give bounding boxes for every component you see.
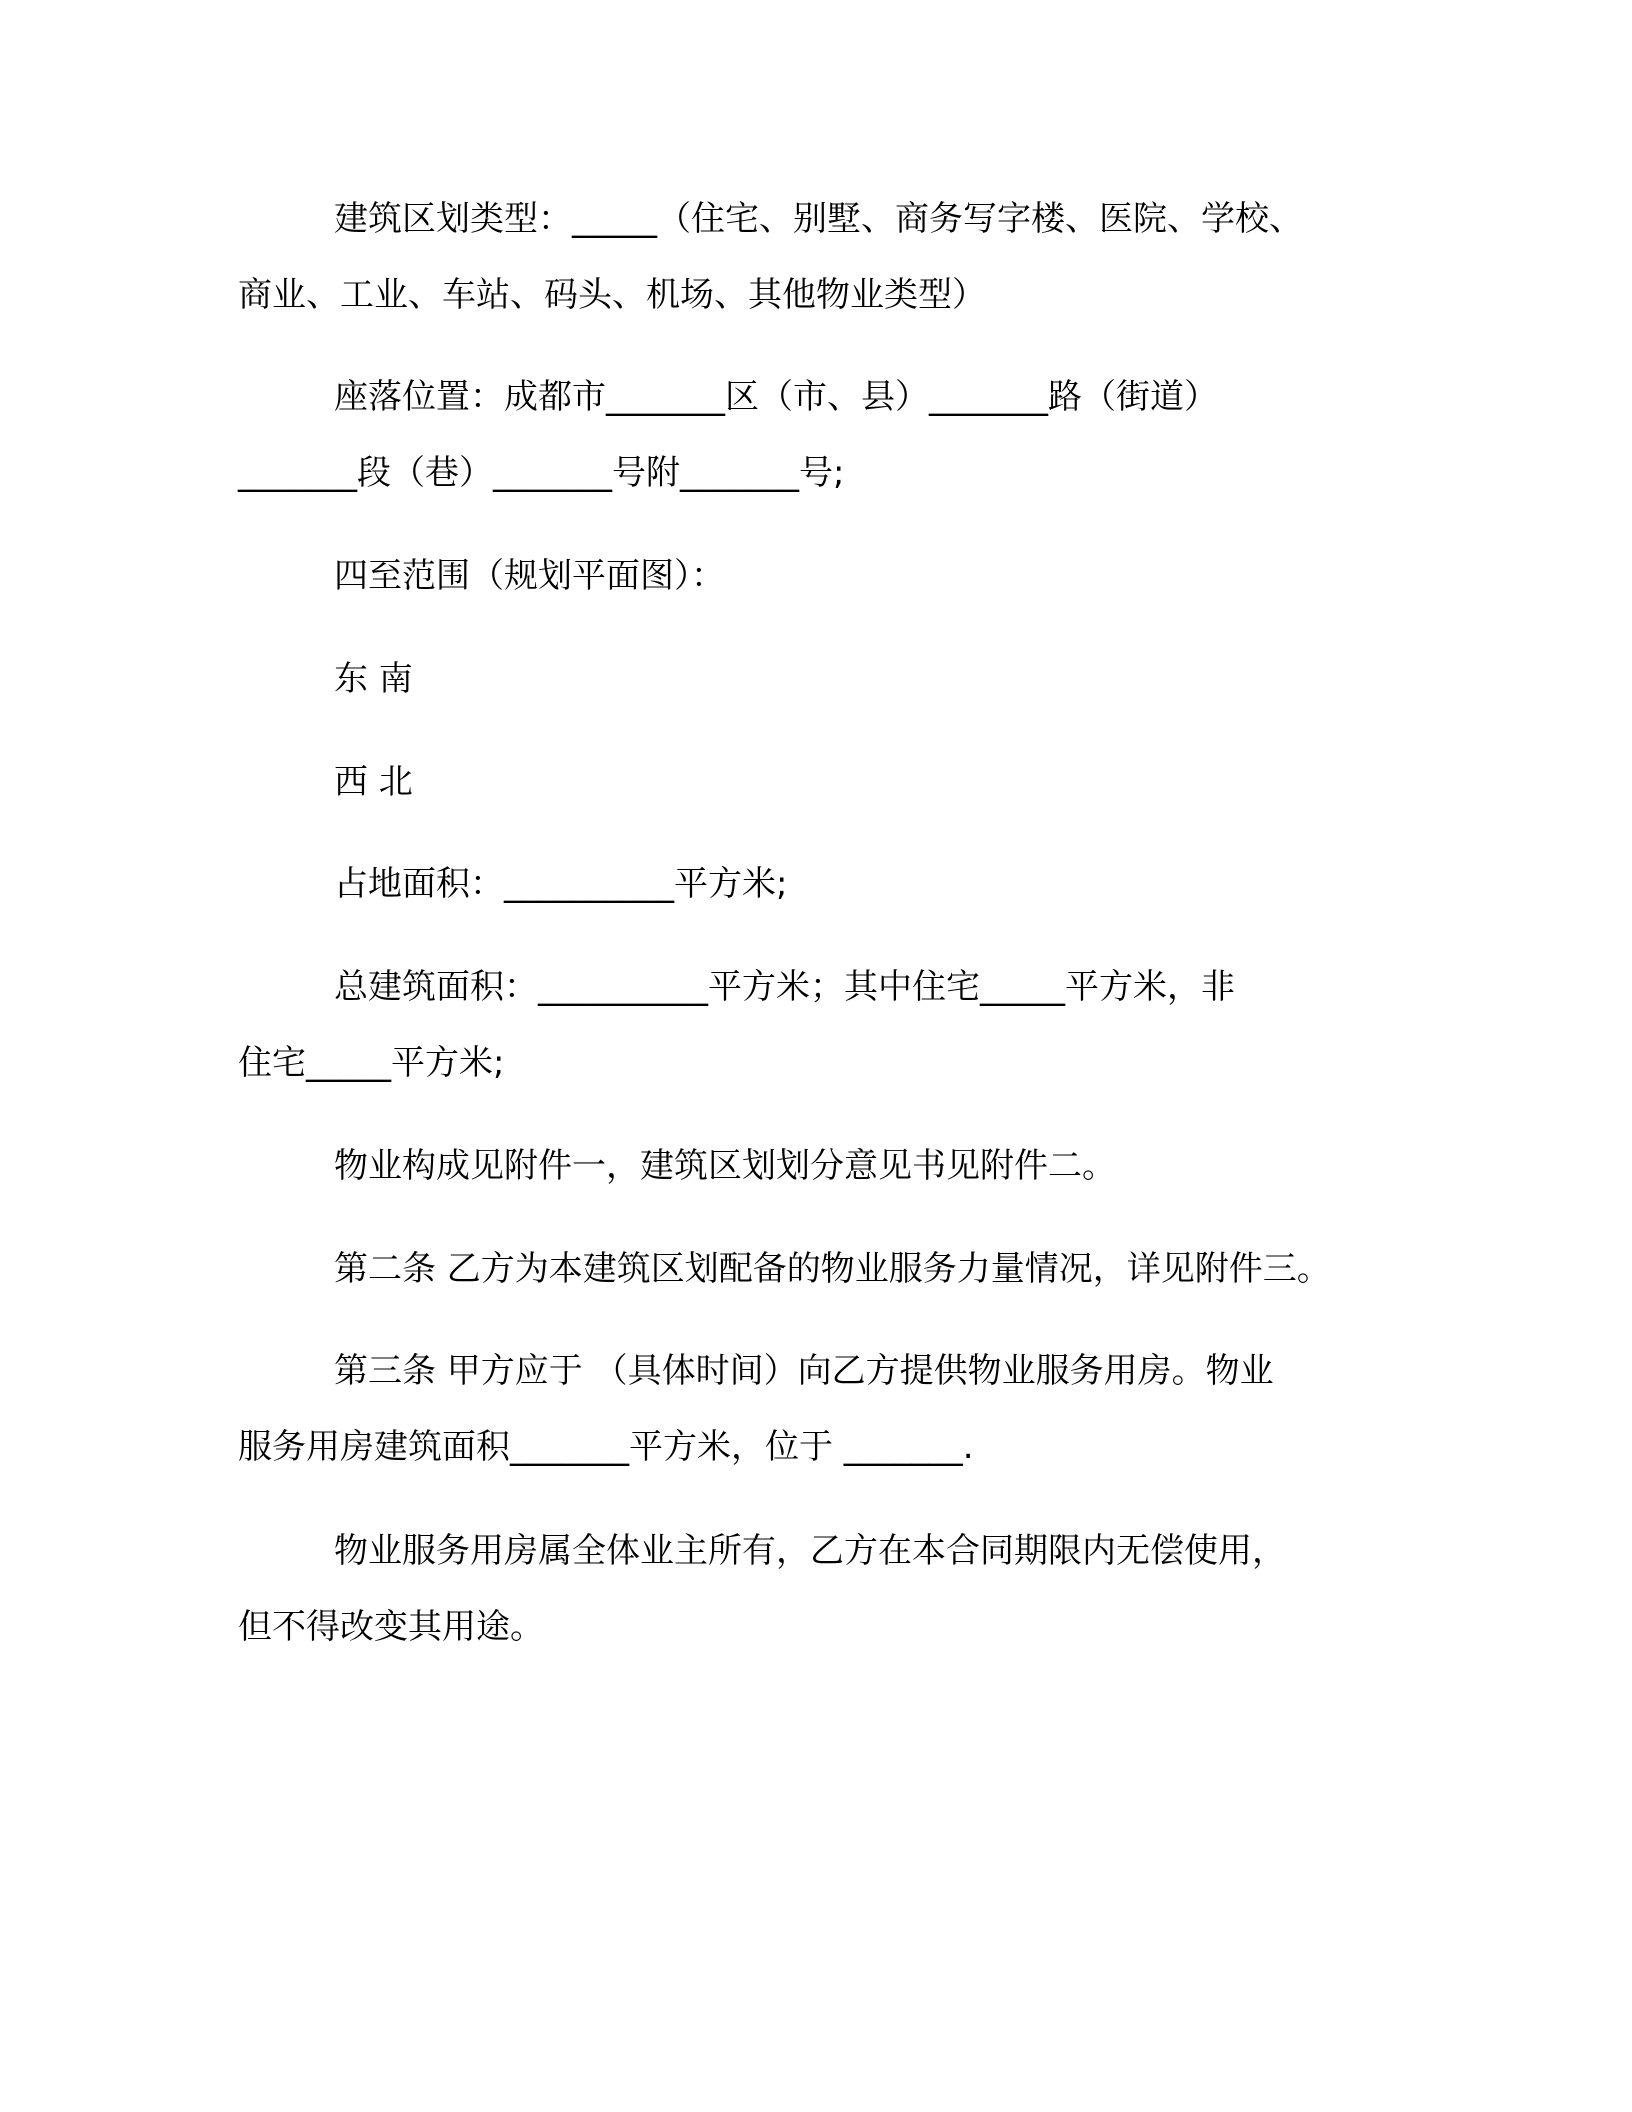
paragraph-line: 但不得改变其用途。 (238, 1607, 544, 1647)
paragraph-line: _______段（巷）_______号附_______号; (238, 453, 845, 493)
paragraph-line: 建筑区划类型：_____（住宅、别墅、商务写字楼、医院、学校、 (334, 199, 1303, 239)
paragraph-line: 服务用房建筑面积_______平方米，位于 _______. (238, 1427, 974, 1467)
paragraph-line: 四至范围（规划平面图）： (334, 556, 725, 596)
paragraph-line: 商业、工业、车站、码头、机场、其他物业类型） (238, 275, 986, 315)
paragraph-line: 第二条 乙方为本建筑区划配备的物业服务力量情况，详见附件三。 (334, 1249, 1331, 1289)
paragraph-line: 西 北 (334, 762, 413, 802)
paragraph-line: 住宅_____平方米; (238, 1043, 505, 1083)
paragraph-line: 座落位置：成都市_______区（市、县）_______路（街道） (334, 377, 1218, 417)
paragraph-line: 东 南 (334, 659, 413, 699)
paragraph-line: 物业服务用房属全体业主所有，乙方在本合同期限内无偿使用， (334, 1531, 1286, 1571)
paragraph-line: 总建筑面积：__________平方米；其中住宅_____平方米，非 (334, 967, 1235, 1007)
paragraph-line: 占地面积：__________平方米; (334, 864, 788, 904)
paragraph-line: 第三条 甲方应于 （具体时间）向乙方提供物业服务用房。物业 (334, 1351, 1274, 1391)
paragraph-line: 物业构成见附件一，建筑区划划分意见书见附件二。 (334, 1146, 1116, 1186)
